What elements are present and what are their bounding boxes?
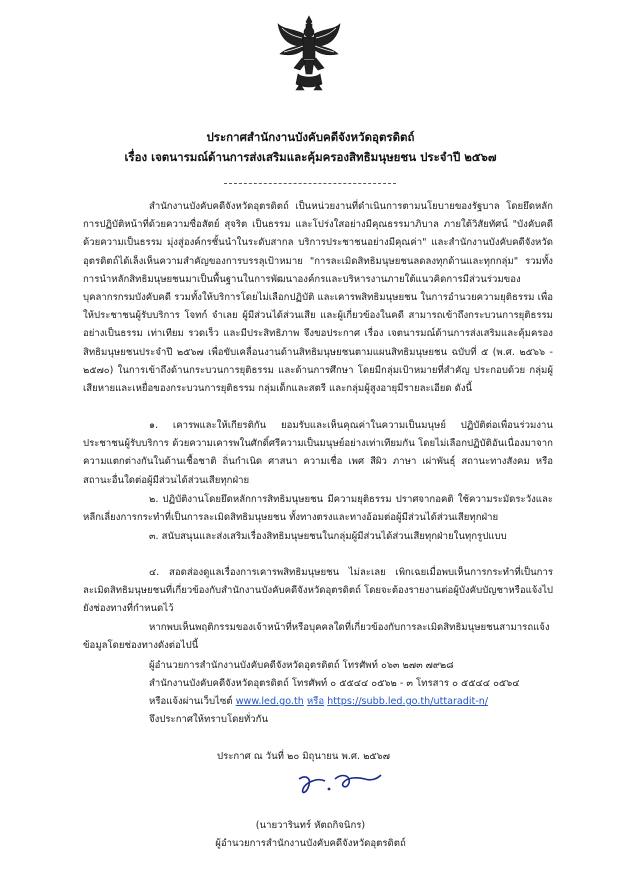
- announcement-date: ประกาศ ณ วันที่ ๒๐ มิถุนายน พ.ศ. ๒๕๖๗: [217, 751, 390, 762]
- website-link-uttaradit[interactable]: https://subb.led.go.th/uttaradit-n/: [327, 696, 489, 707]
- item-2-text: ๒. ปฏิบัติงานโดยยึดหลักการสิทธิมนุษยชน มีความยุติธรรม ปราศจากอคติ ใช้ความระมัดระวังและหลีกเลี่ยงการกระทำที่เป็นการละเมิดสิทธิมนุษยชน ทั้งทางตรงและทางอ้อมต่อผู้มีส่วนได้ส่วนเสียทุกฝ่าย: [83, 494, 553, 524]
- intro-text: สำนักงานบังคับคดีจังหวัดอุตรดิตถ์ เป็นหน่วยงานที่ดำเนินการตามนโยบายของรัฐบาล โดยยึดหลักการปฏิบัติหน้าที่ด้วยความซื่อสัตย์ สุจริต เป็นธรรม และโปร่งใสอย่างมีคุณธรรมาภิบาล ภายใต้วิสัยทัศน์ "บังคับคดีด้วยความเป็นธรรม มุ่งสู่องค์กรชั้นนำในระดับสากล บริการประชาชนอย่างมีคุณค่า" และสำนักงานบังคับคดีจังหวัดอุตรดิตถ์ได้เล็งเห็นความสำคัญของการบรรลุเป้าหมาย "การละเมิดสิทธิมนุษยชนลดลงทุกด้านและทุกกลุ่ม" รวมทั้งการนำหลักสิทธิมนุษยชนมาเป็นพื้นฐานในการพัฒนาองค์กรและบริหารงานภายใต้แนวคิดการมีส่วนร่วมของบุคลากรกรมบังคับคดี รวมทั้งให้บริการโดยไม่เลือกปฏิบัติ และเคารพสิทธิมนุษยชน ในการอำนวยความยุติธรรม เพื่อให้ประชาชนผู้รับบริการ โจทก์ จำเลย ผู้มีส่วนได้ส่วนเสีย และผู้เกี่ยวข้องในคดี สามารถเข้าถึงกระบวนการยุติธรรมอย่างเป็นธรรม เท่าเทียม รวดเร็ว และมีประสิทธิภาพ จึงขอประกาศ เรื่อง เจตนารมณ์ด้านการส่งเสริมและคุ้มครองสิทธิมนุษยชนประจำปี ๒๕๖๗ เพื่อขับเคลื่อนงานด้านสิทธิมนุษยชนตามแผนสิทธิมนุษยชน ฉบับที่ ๕ (พ.ศ. ๒๕๖๖ - ๒๕๗๐) ในการเข้าถึงด้านกระบวนการยุติธรรม และด้านการศึกษา โดยมีกลุ่มเป้าหมายที่สำคัญ ประกอบด้วย กลุ่มผู้เสียหายและเหยื่อของกระบวนการยุติธรรม กลุ่มเด็กและสตรี และกลุ่มผู้สูงอายุมีรายละเอียด ดังนี้: [83, 201, 553, 395]
- report-text: หากพบเห็นพฤติกรรมของเจ้าหน้าที่หรือบุคคลใดที่เกี่ยวข้องกับการละเมิดสิทธิมนุษยชนสามารถแจ้งข้อมูลโดยช่องทางดังต่อไปนี้: [83, 622, 550, 652]
- contact-director: ผู้อำนวยการสำนักงานบังคับคดีจังหวัดอุตรดิตถ์ โทรศัพท์ ๐๖๓ ๒๗๓ ๗๙๒๘: [149, 660, 454, 671]
- item-3-paragraph: [83, 528, 553, 546]
- website-link-led[interactable]: www.led.go.th: [235, 696, 304, 707]
- website-or-text[interactable]: หรือ: [306, 696, 325, 707]
- garuda-emblem-icon: [276, 14, 342, 92]
- item-4-text: ๔. สอดส่องดูแลเรื่องการเคารพสิทธิมนุษยชน ไม่ละเลย เพิกเฉยเมื่อพบเห็นการกระทำที่เป็นการละเมิดสิทธิมนุษยชนที่เกี่ยวข้องกับสำนักงานบังคับคดีจังหวัดอุตรดิตถ์ โดยจะต้องรายงานต่อผู้บังคับบัญชาหรือแจ้งไปยังช่องทางที่กำหนดไว้: [83, 567, 553, 615]
- signatory-position: ผู้อำนวยการสำนักงานบังคับคดีจังหวัดอุตรดิตถ์: [215, 838, 406, 849]
- report-paragraph: [83, 619, 553, 655]
- signatory-name: (นายวารินทร์ หัตถกิจนิกร): [255, 820, 366, 831]
- intro-paragraph: [83, 198, 553, 398]
- website-prefix: หรือแจ้งผ่านเว็บไซต์: [149, 696, 233, 707]
- item-3-text: ๓. สนับสนุนและส่งเสริมเรื่องสิทธิมนุษยชนในกลุ่มผู้มีส่วนได้ส่วนเสียทุกฝ่ายในทุกรูปแบบ: [149, 531, 507, 542]
- signature-image: [295, 765, 385, 805]
- contact-website-line: [149, 694, 488, 709]
- item-4-paragraph: [83, 564, 553, 619]
- divider: [224, 183, 396, 184]
- closing-text: จึงประกาศให้ทราบโดยทั่วกัน: [149, 714, 269, 725]
- announcement-title: ประกาศสำนักงานบังคับคดีจังหวัดอุตรดิตถ์: [206, 130, 415, 144]
- item-1-text: ๑. เคารพและให้เกียรติกัน ยอมรับและเห็นคุณค่าในความเป็นมนุษย์ ปฏิบัติต่อเพื่อนร่วมงาน ประชาชนผู้รับบริการ ด้วยความเคารพในศักดิ์ศรีความเป็นมนุษย์อย่างเท่าเทียมกัน โดยไม่เลือกปฏิบัติอันเนื่องมาจากความแตกต่างกันในด้านเชื้อชาติ ถิ่นกำเนิด ศาสนา ความเชื่อ เพศ สีผิว ภาษา เผ่าพันธุ์ สถานะทางสังคม หรือสถานะอื่นใดต่อผู้มีส่วนได้ส่วนเสียทุกฝ่าย: [83, 420, 553, 486]
- contact-office: สำนักงานบังคับคดีจังหวัดอุตรดิตถ์ โทรศัพท์ ๐ ๕๕๔๔ ๐๕๖๒ - ๓ โทรสาร ๐ ๕๕๔๔ ๐๕๖๔: [149, 678, 520, 689]
- item-2-paragraph: [83, 491, 553, 527]
- announcement-subject: เรื่อง เจตนารมณ์ด้านการส่งเสริมและคุ้มครองสิทธิมนุษยชน ประจำปี ๒๕๖๗: [124, 150, 497, 164]
- item-1-paragraph: [83, 417, 553, 490]
